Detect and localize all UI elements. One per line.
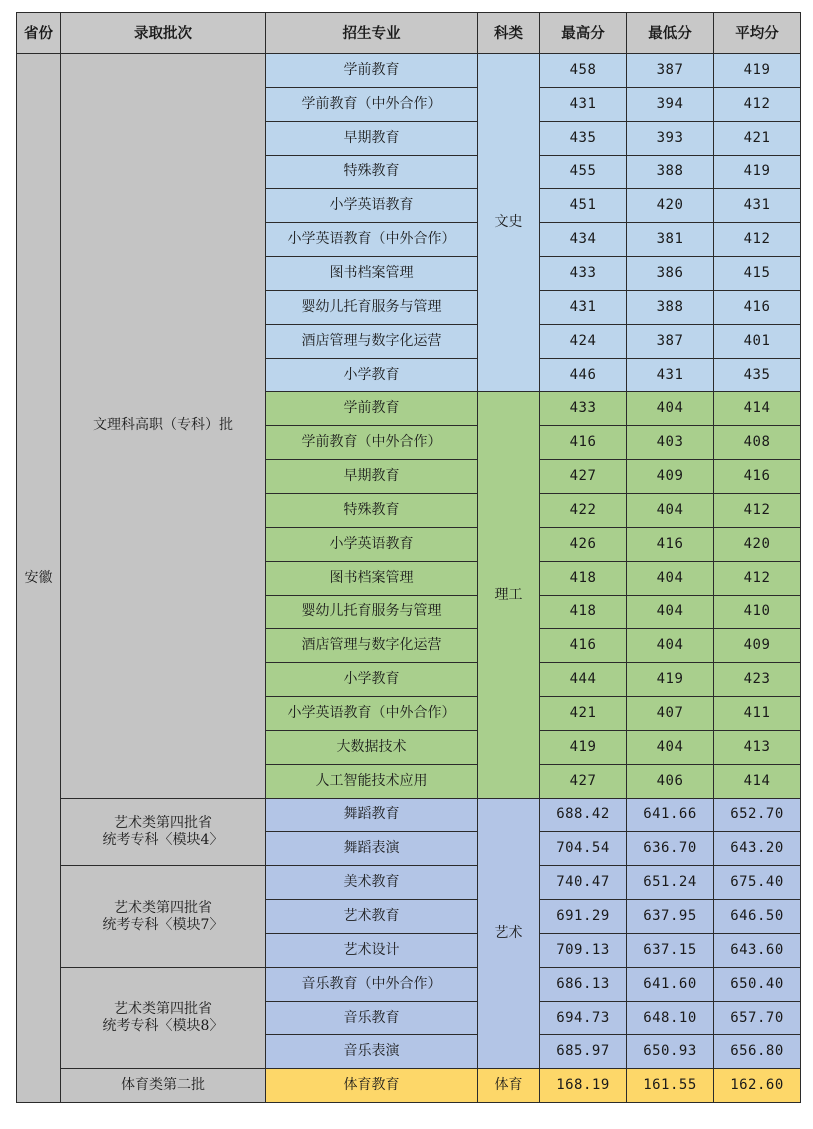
min-score-cell: 641.66	[627, 798, 714, 832]
min-score-cell: 388	[627, 155, 714, 189]
major-cell: 特殊教育	[266, 155, 478, 189]
admission-score-table	[16, 12, 801, 1103]
batch-cell	[61, 866, 266, 968]
major-cell: 艺术设计	[266, 933, 478, 967]
avg-score-cell: 414	[714, 764, 801, 798]
max-score-cell: 446	[540, 358, 627, 392]
header-max-score: 最高分	[540, 13, 627, 54]
max-score-cell: 427	[540, 460, 627, 494]
max-score-cell: 740.47	[540, 866, 627, 900]
avg-score-cell: 643.20	[714, 832, 801, 866]
header-province: 省份	[17, 13, 61, 54]
category-cell: 艺术	[478, 798, 540, 1069]
major-cell: 音乐教育	[266, 1001, 478, 1035]
max-score-cell: 424	[540, 324, 627, 358]
major-cell: 学前教育	[266, 392, 478, 426]
min-score-cell: 406	[627, 764, 714, 798]
max-score-cell: 686.13	[540, 967, 627, 1001]
province-cell: 安徽	[17, 54, 61, 1103]
major-cell: 小学教育	[266, 663, 478, 697]
min-score-cell: 409	[627, 460, 714, 494]
avg-score-cell: 652.70	[714, 798, 801, 832]
min-score-cell: 420	[627, 189, 714, 223]
table-header-row	[17, 13, 801, 54]
major-cell: 学前教育	[266, 54, 478, 88]
major-cell: 小学英语教育	[266, 189, 478, 223]
max-score-cell: 435	[540, 121, 627, 155]
table-row	[17, 967, 801, 1001]
max-score-cell: 419	[540, 730, 627, 764]
avg-score-cell: 412	[714, 87, 801, 121]
avg-score-cell: 408	[714, 426, 801, 460]
avg-score-cell: 412	[714, 223, 801, 257]
avg-score-cell: 435	[714, 358, 801, 392]
min-score-cell: 393	[627, 121, 714, 155]
avg-score-cell: 656.80	[714, 1035, 801, 1069]
major-cell: 酒店管理与数字化运营	[266, 324, 478, 358]
avg-score-cell: 412	[714, 561, 801, 595]
avg-score-cell: 421	[714, 121, 801, 155]
max-score-cell: 694.73	[540, 1001, 627, 1035]
avg-score-cell: 409	[714, 629, 801, 663]
min-score-cell: 161.55	[627, 1069, 714, 1103]
major-cell: 婴幼儿托育服务与管理	[266, 595, 478, 629]
avg-score-cell: 657.70	[714, 1001, 801, 1035]
max-score-cell: 433	[540, 392, 627, 426]
max-score-cell: 427	[540, 764, 627, 798]
avg-score-cell: 414	[714, 392, 801, 426]
avg-score-cell: 416	[714, 460, 801, 494]
min-score-cell: 404	[627, 629, 714, 663]
max-score-cell: 704.54	[540, 832, 627, 866]
category-cell: 文史	[478, 54, 540, 392]
min-score-cell: 404	[627, 595, 714, 629]
min-score-cell: 431	[627, 358, 714, 392]
major-cell: 舞蹈教育	[266, 798, 478, 832]
batch-cell: 文理科高职（专科）批	[61, 54, 266, 799]
batch-label-line1: 艺术类第四批省	[114, 899, 212, 916]
max-score-cell: 444	[540, 663, 627, 697]
batch-label-line1: 艺术类第四批省	[114, 814, 212, 831]
major-cell: 早期教育	[266, 460, 478, 494]
table-row	[17, 54, 801, 88]
min-score-cell: 407	[627, 697, 714, 731]
min-score-cell: 404	[627, 561, 714, 595]
major-cell: 学前教育（中外合作）	[266, 87, 478, 121]
major-cell: 特殊教育	[266, 493, 478, 527]
min-score-cell: 651.24	[627, 866, 714, 900]
min-score-cell: 648.10	[627, 1001, 714, 1035]
header-batch: 录取批次	[61, 13, 266, 54]
max-score-cell: 431	[540, 87, 627, 121]
min-score-cell: 388	[627, 290, 714, 324]
max-score-cell: 416	[540, 426, 627, 460]
min-score-cell: 641.60	[627, 967, 714, 1001]
min-score-cell: 636.70	[627, 832, 714, 866]
category-cell: 体育	[478, 1069, 540, 1103]
avg-score-cell: 411	[714, 697, 801, 731]
avg-score-cell: 643.60	[714, 933, 801, 967]
avg-score-cell: 415	[714, 257, 801, 291]
avg-score-cell: 419	[714, 54, 801, 88]
major-cell: 音乐教育（中外合作）	[266, 967, 478, 1001]
avg-score-cell: 423	[714, 663, 801, 697]
avg-score-cell: 419	[714, 155, 801, 189]
min-score-cell: 381	[627, 223, 714, 257]
avg-score-cell: 410	[714, 595, 801, 629]
major-cell: 人工智能技术应用	[266, 764, 478, 798]
table-row	[17, 866, 801, 900]
min-score-cell: 404	[627, 392, 714, 426]
header-major: 招生专业	[266, 13, 478, 54]
min-score-cell: 403	[627, 426, 714, 460]
major-cell: 艺术教育	[266, 900, 478, 934]
major-cell: 图书档案管理	[266, 561, 478, 595]
min-score-cell: 416	[627, 527, 714, 561]
min-score-cell: 387	[627, 324, 714, 358]
batch-cell	[61, 967, 266, 1069]
max-score-cell: 431	[540, 290, 627, 324]
avg-score-cell: 162.60	[714, 1069, 801, 1103]
min-score-cell: 419	[627, 663, 714, 697]
table-row	[17, 1069, 801, 1103]
avg-score-cell: 416	[714, 290, 801, 324]
header-category: 科类	[478, 13, 540, 54]
avg-score-cell: 413	[714, 730, 801, 764]
table-row	[17, 798, 801, 832]
header-min-score: 最低分	[627, 13, 714, 54]
max-score-cell: 421	[540, 697, 627, 731]
major-cell: 婴幼儿托育服务与管理	[266, 290, 478, 324]
major-cell: 舞蹈表演	[266, 832, 478, 866]
major-cell: 小学英语教育	[266, 527, 478, 561]
max-score-cell: 688.42	[540, 798, 627, 832]
max-score-cell: 458	[540, 54, 627, 88]
major-cell: 酒店管理与数字化运营	[266, 629, 478, 663]
max-score-cell: 434	[540, 223, 627, 257]
min-score-cell: 404	[627, 730, 714, 764]
batch-label-line2: 统考专科〈模块7〉	[102, 916, 224, 933]
major-cell: 体育教育	[266, 1069, 478, 1103]
avg-score-cell: 675.40	[714, 866, 801, 900]
max-score-cell: 418	[540, 595, 627, 629]
major-cell: 音乐表演	[266, 1035, 478, 1069]
max-score-cell: 422	[540, 493, 627, 527]
major-cell: 学前教育（中外合作）	[266, 426, 478, 460]
max-score-cell: 685.97	[540, 1035, 627, 1069]
batch-label-line2: 统考专科〈模块4〉	[102, 831, 224, 848]
avg-score-cell: 401	[714, 324, 801, 358]
max-score-cell: 709.13	[540, 933, 627, 967]
avg-score-cell: 431	[714, 189, 801, 223]
max-score-cell: 416	[540, 629, 627, 663]
avg-score-cell: 412	[714, 493, 801, 527]
batch-label-line1: 艺术类第四批省	[114, 1001, 212, 1018]
major-cell: 小学英语教育（中外合作）	[266, 697, 478, 731]
min-score-cell: 637.15	[627, 933, 714, 967]
batch-cell: 体育类第二批	[61, 1069, 266, 1103]
max-score-cell: 691.29	[540, 900, 627, 934]
min-score-cell: 386	[627, 257, 714, 291]
batch-label-line2: 统考专科〈模块8〉	[102, 1018, 224, 1035]
min-score-cell: 387	[627, 54, 714, 88]
avg-score-cell: 650.40	[714, 967, 801, 1001]
min-score-cell: 404	[627, 493, 714, 527]
avg-score-cell: 646.50	[714, 900, 801, 934]
major-cell: 美术教育	[266, 866, 478, 900]
major-cell: 小学英语教育（中外合作）	[266, 223, 478, 257]
avg-score-cell: 420	[714, 527, 801, 561]
max-score-cell: 418	[540, 561, 627, 595]
batch-cell	[61, 798, 266, 866]
max-score-cell: 451	[540, 189, 627, 223]
major-cell: 图书档案管理	[266, 257, 478, 291]
max-score-cell: 455	[540, 155, 627, 189]
major-cell: 小学教育	[266, 358, 478, 392]
min-score-cell: 650.93	[627, 1035, 714, 1069]
max-score-cell: 426	[540, 527, 627, 561]
major-cell: 早期教育	[266, 121, 478, 155]
max-score-cell: 168.19	[540, 1069, 627, 1103]
min-score-cell: 637.95	[627, 900, 714, 934]
min-score-cell: 394	[627, 87, 714, 121]
header-avg-score: 平均分	[714, 13, 801, 54]
major-cell: 大数据技术	[266, 730, 478, 764]
category-cell: 理工	[478, 392, 540, 798]
max-score-cell: 433	[540, 257, 627, 291]
